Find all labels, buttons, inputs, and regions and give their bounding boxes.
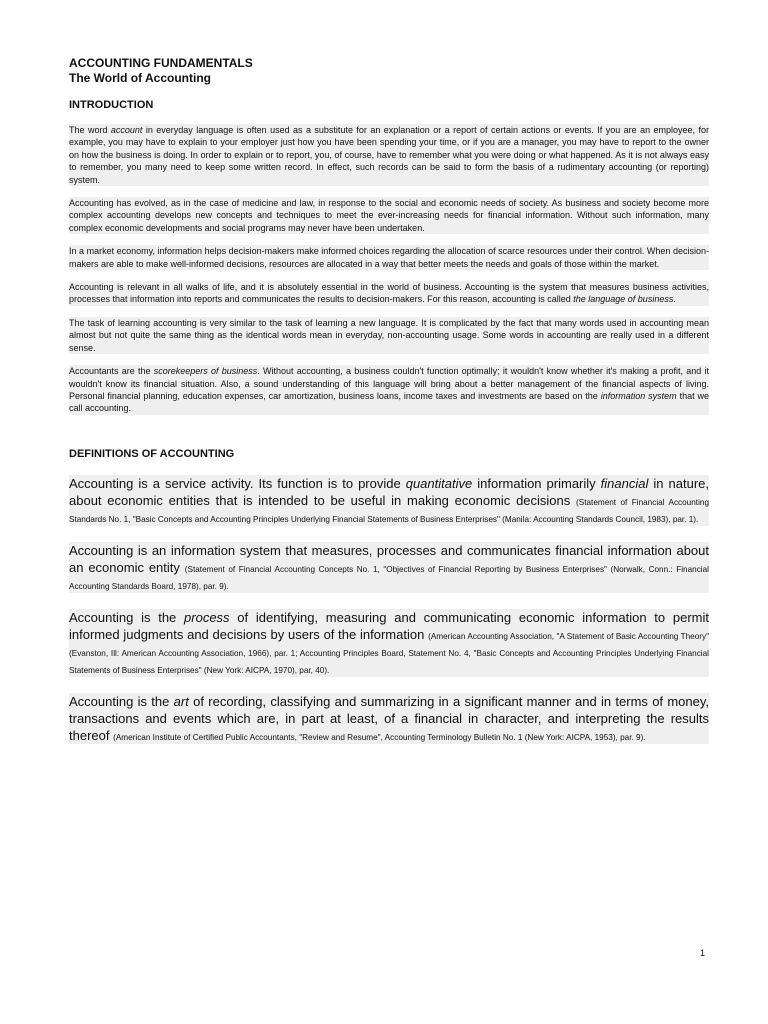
intro-paragraph-4: Accounting is relevant in all walks of life, and it is absolutely essential in the world of business. Accounting is the system that measures business activities, processes that information into reports and communicates the results to decision-makers. For this reason, accounting is called the language of business. bbox=[69, 282, 709, 305]
definition-1-source: (Statement of Financial Accounting Standards No. 1, "Basic Concepts and Accounting Principles Underlying Financial Statements of Business Enterprises" (Manila: Accounting Standards Council, 1983), par. 1). bbox=[69, 497, 709, 524]
document-page bbox=[69, 56, 709, 760]
definitions-heading: DEFINITIONS OF ACCOUNTING bbox=[69, 447, 235, 460]
intro-paragraph-3: In a market economy, information helps decision-makers make informed choices regarding the allocation of scarce resources under their control. When decision-makers are able to make well-informed decisions, resources are allocated in a way that better meets the needs and goals of those within the market. bbox=[69, 246, 709, 269]
definition-4: Accounting is the art of recording, classifying and summarizing in a significant manner and in terms of money, transactions and events which are, in part at least, of a financial in character, and interpreting the results thereof (American Institute of Certified Public Accountants, "Review and Resume", Accounting Terminology Bulletin No. 1 (New York: AICPA, 1953), par. 9). bbox=[69, 693, 709, 743]
definition-2: Accounting is an information system that measures, processes and communicates financial information about an economic entity (Statement of Financial Accounting Concepts No. 1, "Objectives of Financial Reporting by Business Enterprises" (Norwalk, Conn.: Financial Accounting Standards Board, 1978), par. 9). bbox=[69, 542, 709, 591]
page-number: 1 bbox=[700, 948, 706, 958]
document-subtitle: The World of Accounting bbox=[69, 71, 211, 85]
document-title: ACCOUNTING FUNDAMENTALS bbox=[69, 56, 253, 70]
intro-paragraph-2: Accounting has evolved, as in the case of medicine and law, in response to the social and economic needs of society. As business and society become more complex accounting develops new concepts and techniques to meet the ever-increasing needs for financial information. Without such information, many complex economic developments and social programs may never have been undertaken. bbox=[69, 198, 709, 233]
intro-paragraph-1: The word account in everyday language is often used as a substitute for an explanation or a report of certain actions or events. If you are an employee, for example, you may have to explain to your employer just how you have been spending your time, or if you are a manager, you may have to report to the owner on how the business is doing. In order to explain or to report, you, of course, have to remember what you were doing or what happened. As it is not always easy to remember, you many need to keep some written record. In effect, such records can be said to form the basis of a rudimentary accounting (or reporting) system. bbox=[69, 125, 709, 185]
definition-2-source: (Statement of Financial Accounting Concepts No. 1, "Objectives of Financial Reporting by Business Enterprises" (Norwalk, Conn.: Financial Accounting Standards Board, 1978), par. 9). bbox=[69, 564, 709, 591]
definition-4-source: (American Institute of Certified Public Accountants, "Review and Resume", Accounting Terminology Bulletin No. 1 (New York: AICPA, 1953), par. 9). bbox=[113, 732, 646, 742]
intro-paragraph-6: Accountants are the scorekeepers of business. Without accounting, a business couldn't function optimally; it wouldn't know whether it's making a profit, and it wouldn't know its financial situation. Also, a sound understanding of this language will bring about a better management of the financial aspects of living. Personal financial planning, education expenses, car amortization, business loans, income taxes and investments are based on the information system that we call accounting. bbox=[69, 366, 709, 414]
introduction-heading: INTRODUCTION bbox=[69, 99, 154, 111]
definition-3-source: (American Accounting Association, "A Statement of Basic Accounting Theory" (Evanston, Ill: American Accounting Association, 1966), par. 1; Accounting Principles Board, Statement No. 4, "Basic Concepts and Accounting Principles Underlying Financial Statements of Business Enterprises" (New York: AICPA, 1970), par, 40). bbox=[69, 631, 709, 675]
definition-1: Accounting is a service activity. Its function is to provide quantitative information primarily financial in nature, about economic entities that is intended to be useful in making economic decisions (Statement of Financial Accounting Standards No. 1, "Basic Concepts and Accounting Principles Underlying Financial Statements of Business Enterprises" (Manila: Accounting Standards Council, 1983), par. 1). bbox=[69, 475, 709, 524]
definition-3: Accounting is the process of identifying, measuring and communicating economic information to permit informed judgments and decisions by users of the information (American Accounting Association, "A Statement of Basic Accounting Theory" (Evanston, Ill: American Accounting Association, 1966), par. 1; Accounting Principles Board, Statement No. 4, "Basic Concepts and Accounting Principles Underlying Financial Statements of Business Enterprises" (New York: AICPA, 1970), par, 40). bbox=[69, 609, 709, 675]
intro-paragraph-5: The task of learning accounting is very similar to the task of learning a new language. It is complicated by the fact that many words used in accounting mean almost but not quite the same thing as the identical words mean in everyday, non-accounting usage. Some words in accounting are really used in a different sense. bbox=[69, 317, 709, 353]
